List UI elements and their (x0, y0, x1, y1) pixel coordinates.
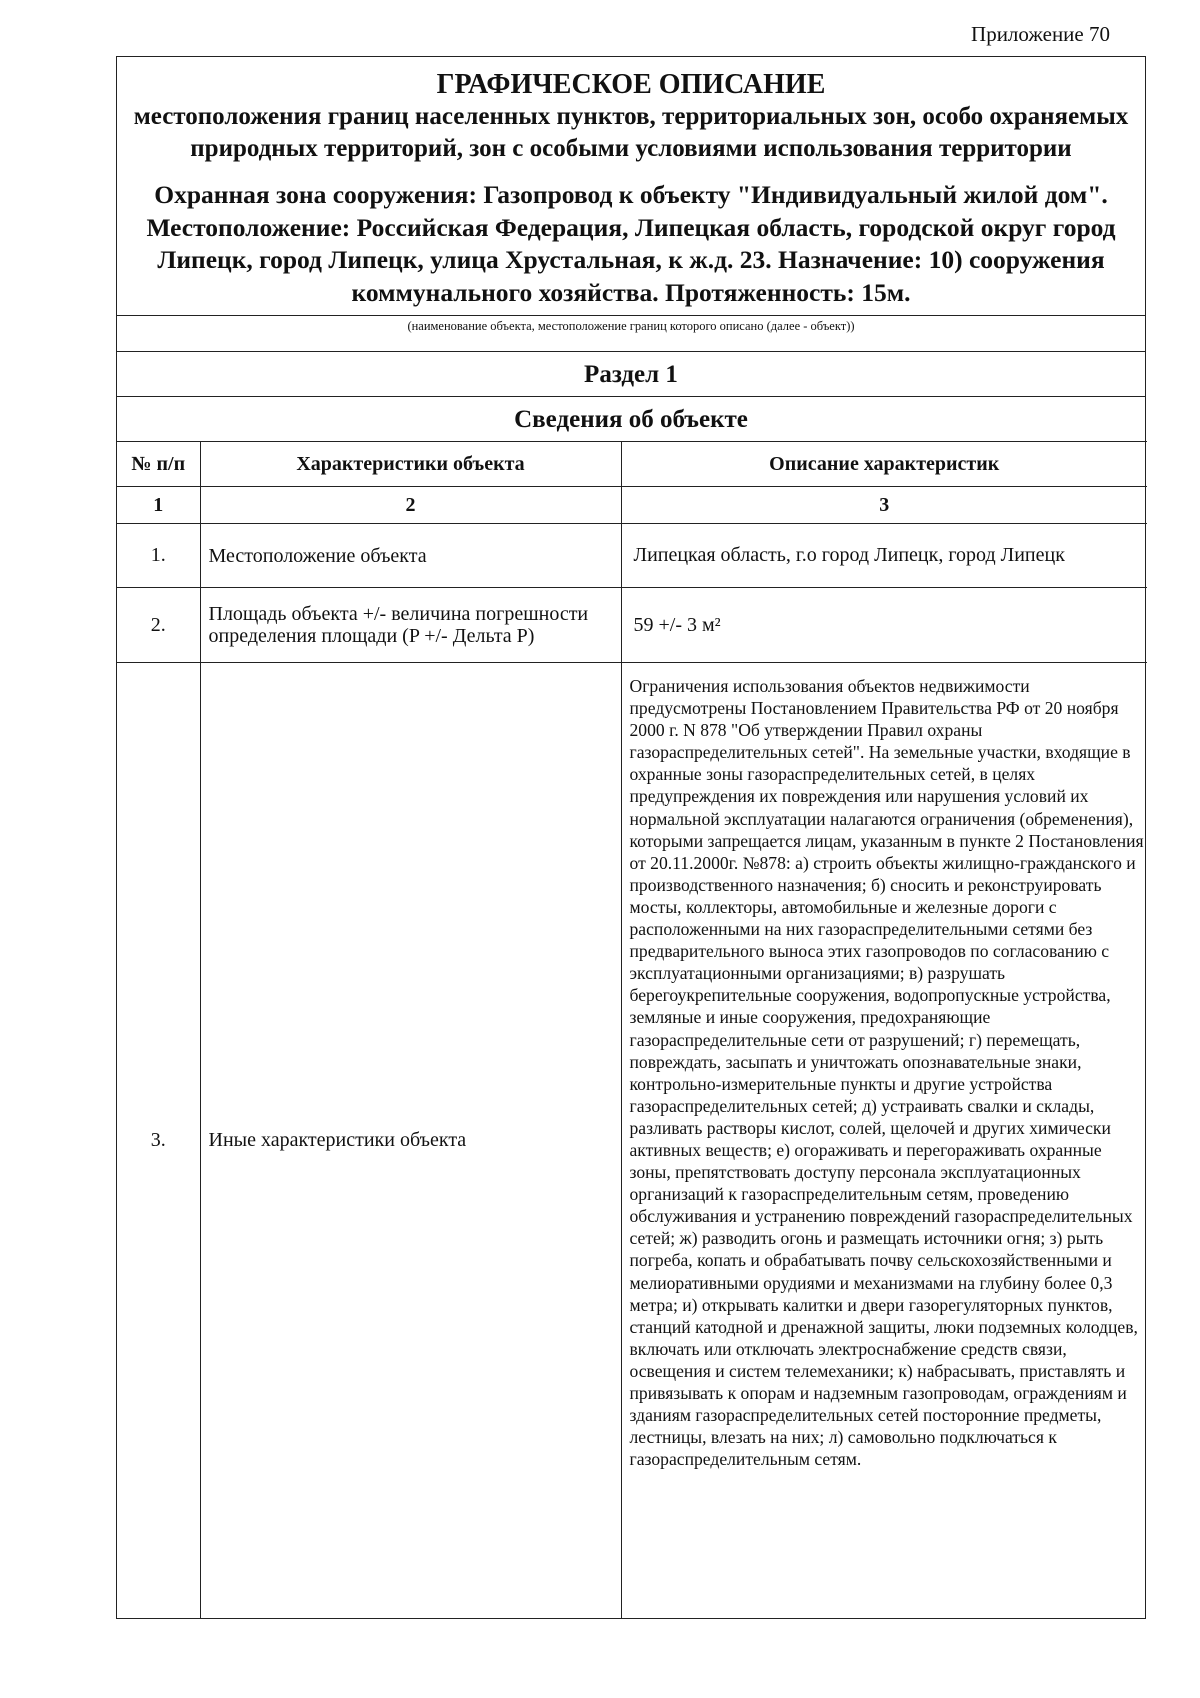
column-number-1: 1 (117, 487, 200, 524)
document-subtitle: местоположения границ населенных пунктов, территориальных зон, особо охраняемых природных территорий, зон с особыми условиями использования территории (133, 103, 1129, 162)
column-number-row (117, 487, 1147, 524)
object-info-table (117, 441, 1147, 1618)
section-subtitle: Сведения об объекте (117, 396, 1145, 441)
table-row (117, 663, 1147, 1618)
header-index: № п/п (117, 442, 200, 487)
row-description: Ограничения использования объектов недвижимости предусмотрены Постановлением Правительства РФ от 20 ноября 2000 г. N 878 "Об утверждении Правил охраны газораспределительных сетей". На земельные участки, входящие в охранные зоны газораспределительных сетей, в целях предупреждения их повреждения или нарушения условий их нормальной эксплуатации налагаются ограничения (обременения), которыми запрещается лицам, указанным в пункте 2 Постановления от 20.11.2000г. №878: а) строить объекты жилищно-гражданского и производственного назначения; б) сносить и реконструировать мосты, коллекторы, автомобильные и железные дороги с расположенными на них газораспределительными сетями без предварительного выноса этих газопроводов по согласованию с эксплуатационными организациями; в) разрушать берегоукрепительные сооружения, водопропускные устройства, земляные и иные сооружения, предохраняющие газораспределительные сети от разрушений; г) перемещать, повреждать, засыпать и уничтожать опознавательные знаки, контрольно-измерительные пункты и другие устройства газораспределительных сетей; д) устраивать свалки и склады, разливать растворы кислот, солей, щелочей и других химически активных веществ; е) огораживать и перегораживать охранные зоны, препятствовать доступу персонала эксплуатационных организаций к газораспределительным сетям, проведению обслуживания и устранению повреждений газораспределительных сетей; ж) разводить огонь и размещать источники огня; з) рыть погреба, копать и обрабатывать почву сельскохозяйственными и мелиоративными орудиями и механизмами на глубину более 0,3 метра; и) открывать калитки и двери газорегуляторных пунктов, станций катодной и дренажной защиты, люки подземных колодцев, включать или отключать электроснабжение средств связи, освещения и систем телемеханики; к) набрасывать, приставлять и привязывать к опорам и надземным газопроводам, ограждениям и зданиям газораспределительных сетей посторонние предметы, лестницы, влезать на них; л) самовольно подключаться к газораспределительным сетям. (621, 663, 1147, 1618)
table-row (117, 588, 1147, 663)
row-characteristic: Иные характеристики объекта (200, 663, 621, 1618)
row-index: 1. (117, 524, 200, 588)
document-frame (116, 56, 1146, 1619)
table-row (117, 524, 1147, 588)
document-title: ГРАФИЧЕСКОЕ ОПИСАНИЕ (436, 69, 826, 100)
header-characteristic: Характеристики объекта (200, 442, 621, 487)
row-characteristic: Площадь объекта +/- величина погрешности определения площади (P +/- Дельта P) (200, 588, 621, 663)
table-header-row (117, 442, 1147, 487)
row-index: 2. (117, 588, 200, 663)
header-description: Описание характеристик (621, 442, 1147, 487)
row-description: 59 +/- 3 м² (621, 588, 1147, 663)
section-title: Раздел 1 (117, 351, 1145, 396)
object-name: Охранная зона сооружения: Газопровод к объекту "Индивидуальный жилой дом". Местоположение: Российская Федерация, Липецкая область, городской округ город Липецк, город Липецк, улица Хрустальная, к ж.д. 23. Назначение: 10) сооружения коммунального хозяйства. Протяженность: 15м. (146, 180, 1116, 307)
row-index: 3. (117, 663, 200, 1618)
appendix-label: Приложение 70 (971, 22, 1110, 46)
column-number-2: 2 (200, 487, 621, 524)
row-description: Липецкая область, г.о город Липецк, город Липецк (621, 524, 1147, 588)
column-number-3: 3 (621, 487, 1147, 524)
header-block (117, 57, 1145, 315)
row-characteristic: Местоположение объекта (200, 524, 621, 588)
object-name-caption: (наименование объекта, местоположение границ которого описано (далее - объект)) (117, 315, 1145, 351)
